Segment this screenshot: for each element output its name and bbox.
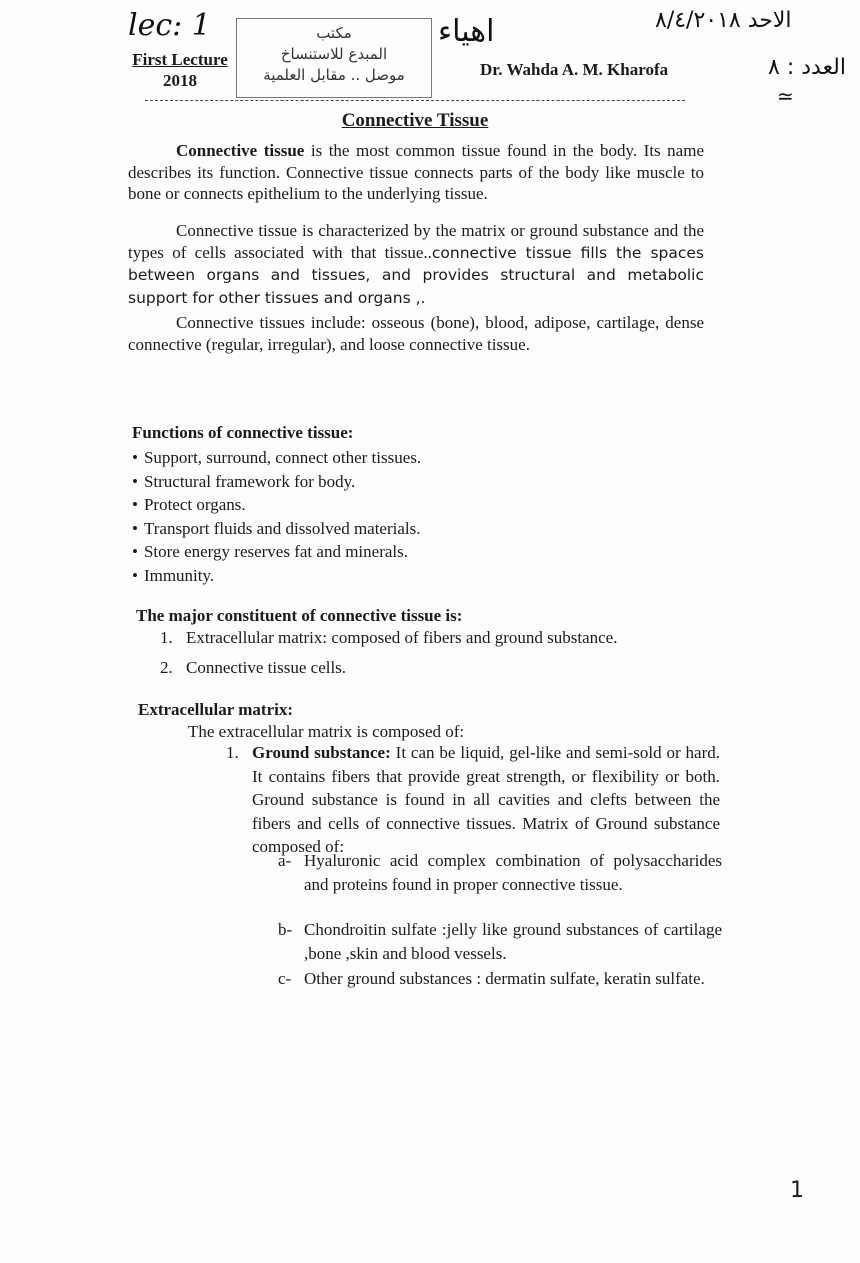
intro-paragraph-1 [128,140,704,205]
handwritten-issue-mark: ≃ [777,84,794,108]
item-text: Connective tissue cells. [186,658,347,677]
item-text: Extracellular matrix: composed of fibers and ground substance. [186,628,618,647]
page-number: 1 [790,1178,804,1203]
paragraph-text: is the most common tissue found in the body. Its name describes its function. Connective tissue connects parts of the body like muscle to bone or connects epithelium to the underlying tissue. [128,141,704,203]
office-stamp [236,18,432,98]
paragraph-text: Connective tissue is characterized by the matrix or ground substance and the types of cells associated with that tissue.. [128,221,704,262]
handwritten-issue-number: العدد : ٨ [768,55,846,80]
handwritten-lecture-note: lec: 1 [128,8,211,43]
item-number: 2. [160,658,173,677]
major-constituent-heading: The major constituent of connective tissue is: [136,606,463,625]
item-number: 1. [226,743,239,762]
sub-item [278,967,722,991]
sub-item [278,918,722,965]
functions-list [132,446,421,587]
extracellular-matrix-intro: The extracellular matrix is composed of: [188,722,465,741]
sub-item-text: Hyaluronic acid complex combination of polysaccharides and proteins found in proper connective tissue. [304,851,722,894]
list-item: • Structural framework for body. [132,470,421,494]
list-item [160,623,617,653]
list-item: • Immunity. [132,564,421,588]
handwritten-subject: اهياء [438,14,495,49]
bold-term: Connective tissue [176,141,305,160]
sub-item-text: Other ground substances : dermatin sulfate, keratin sulfate. [304,969,705,988]
list-item: • Store energy reserves fat and minerals. [132,540,421,564]
sub-item-letter: c- [278,969,292,988]
ground-substance-label: Ground substance: [252,743,391,762]
intro-paragraph-3 [128,312,704,355]
first-lecture-label: First Lecture [132,50,228,69]
stamp-line: مكتب [316,24,352,42]
handwritten-date: الاحد ٨/٤/٢٠١٨ [655,8,792,33]
page-title: Connective Tissue [341,110,489,131]
intro-paragraph-2 [128,220,704,309]
extracellular-matrix-heading: Extracellular matrix: [138,700,294,719]
sub-item-letter: a- [278,851,292,870]
header-divider [145,100,685,101]
item-number: 1. [160,628,173,647]
list-item [160,653,617,683]
sub-item-letter: b- [278,920,293,939]
list-item: • Transport fluids and dissolved materials. [132,517,421,541]
list-item: • Support, surround, connect other tissues. [132,446,421,470]
sub-item [278,849,722,896]
paragraph-text: Connective tissues include: osseous (bone), blood, adipose, cartilage, dense connective (regular, irregular), and loose connective tissue. [128,313,704,354]
author-name: Dr. Wahda A. M. Kharofa [480,60,669,79]
stamp-line: موصل .. مقابل العلمية [263,66,405,84]
sub-item-text: Chondroitin sulfate :jelly like ground substances of cartilage ,bone ,skin and blood vessels. [304,920,722,963]
lecture-info [124,49,236,91]
paragraph-text-sans: connective tissue fills the spaces between organs and tissues, and provides structural and metabolic support for other tissues and organs ,. [128,243,704,307]
stamp-line: المبدع للاستنساخ [280,45,388,63]
ground-substance-item [226,741,720,859]
list-item: • Protect organs. [132,493,421,517]
major-constituent-list [160,623,617,683]
functions-heading: Functions of connective tissue: [132,423,354,442]
item-text: It can be liquid, gel-like and semi-sold or hard. It contains fibers that provide great strength, or flexibility or both. Ground substance is found in all cavities and clefts between the fibers and cells of connective tissues. Matrix of Ground substance composed of: [252,743,720,856]
lecture-year: 2018 [163,71,197,90]
